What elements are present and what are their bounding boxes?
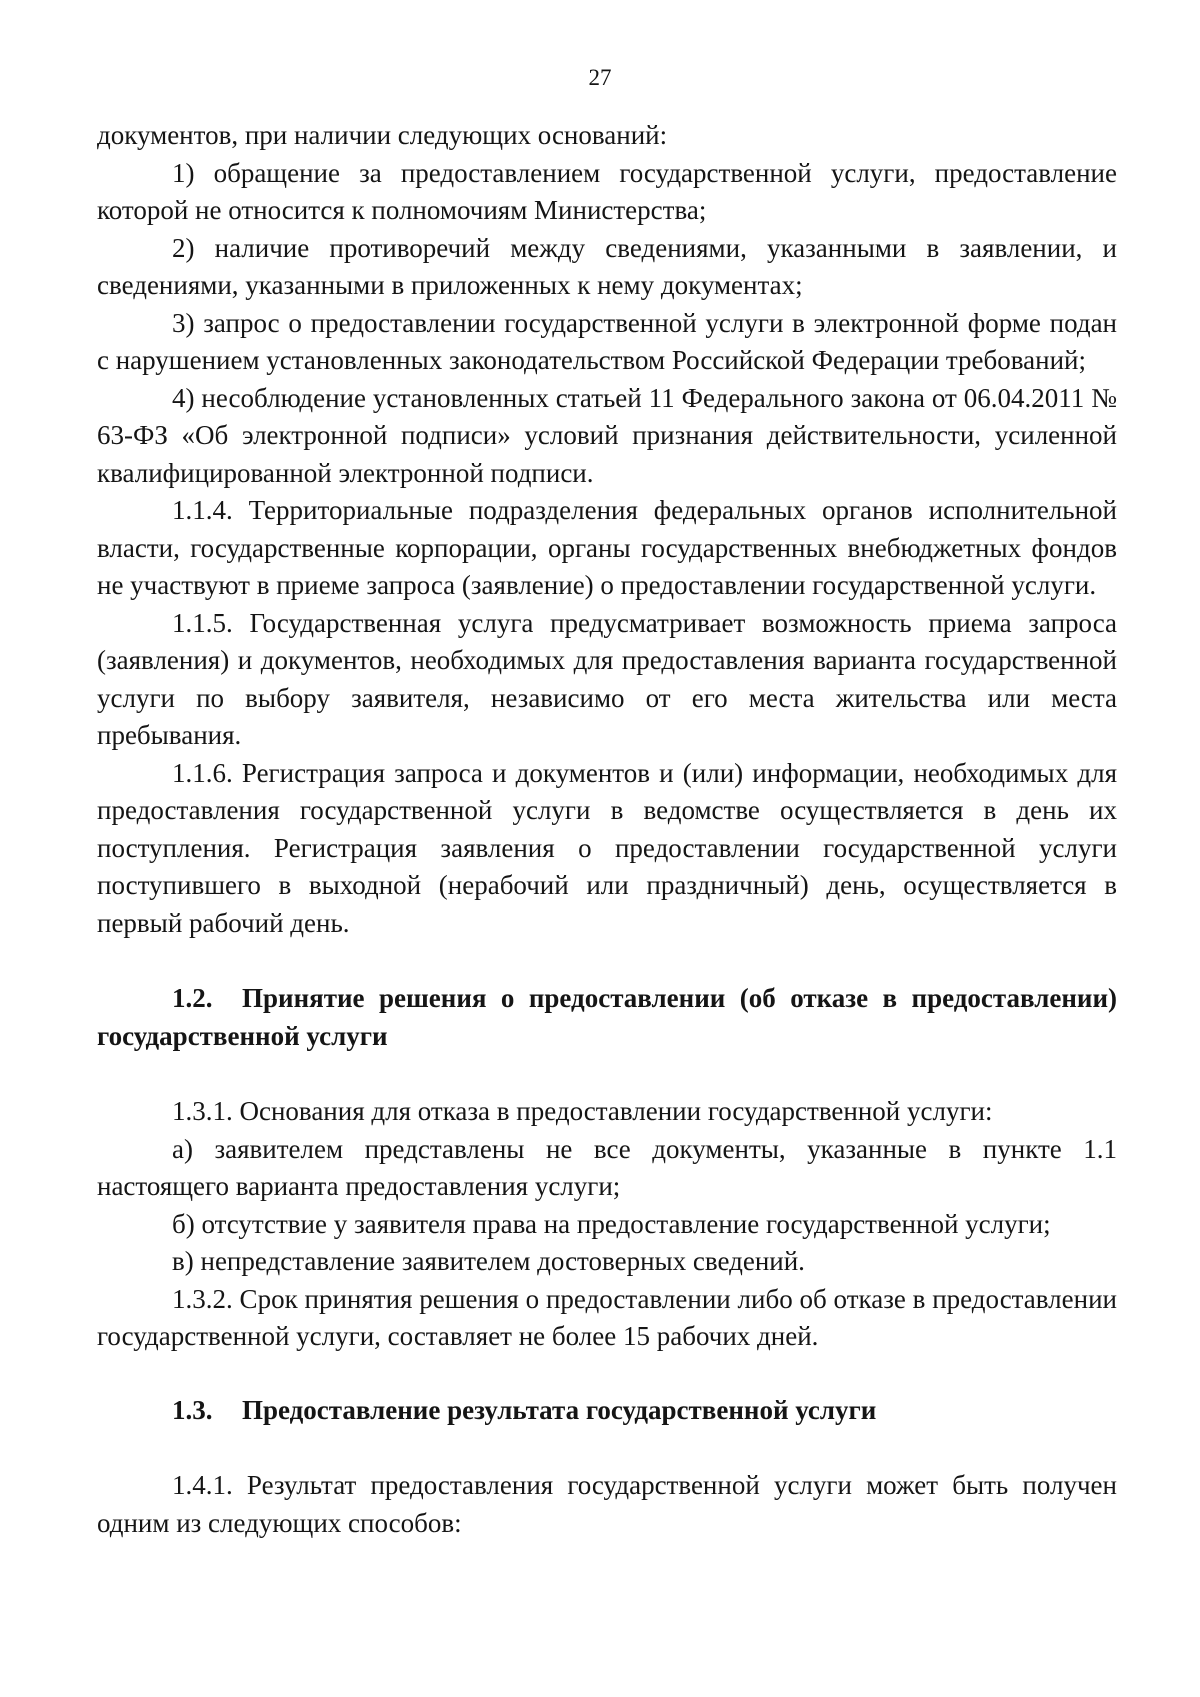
paragraph-1-3-2: 1.3.2. Срок принятия решения о предоставлении либо об отказе в предоставлении государственной услуги, составляет не более 15 рабочих дней.	[97, 1283, 1117, 1351]
section-number: 1.2.	[172, 983, 213, 1013]
paragraph-ground-2: 2) наличие противоречий между сведениями, указанными в заявлении, и сведениями, указанными в приложенных к нему документах;	[97, 232, 1117, 300]
section-heading-1-2	[97, 980, 1117, 1055]
paragraph-refusal-a: а) заявителем представлены не все документы, указанные в пункте 1.1 настоящего варианта предоставления услуги;	[97, 1133, 1117, 1201]
paragraph-refusal-b: б) отсутствие у заявителя права на предоставление государственной услуги;	[172, 1208, 1051, 1239]
spacer	[97, 1429, 1117, 1467]
section-title: Предоставление результата государственной услуги	[242, 1394, 877, 1425]
paragraph-1-4-1: 1.4.1. Результат предоставления государственной услуги может быть получен одним из следующих способов:	[97, 1470, 1117, 1538]
section-heading-1-3	[97, 1392, 1117, 1430]
page-number: 27	[588, 65, 612, 90]
paragraph-refusal-c: в) непредставление заявителем достоверных сведений.	[172, 1246, 805, 1276]
section-number: 1.3.	[172, 1394, 213, 1425]
paragraph-1-1-4: 1.1.4. Территориальные подразделения федеральных органов исполнительной власти, государственные корпорации, органы государственных внебюджетных фондов не участвуют в приеме запроса (заявление) о предоставлении государственной услуги.	[97, 495, 1117, 600]
paragraph-1-1-5: 1.1.5. Государственная услуга предусматривает возможность приема запроса (заявления) и документов, необходимых для предоставления варианта государственной услуги по выбору заявителя, независимо от его места жительства или места пребывания.	[97, 607, 1117, 750]
spacer	[97, 1356, 1117, 1392]
paragraph-ground-3: 3) запрос о предоставлении государственной услуги в электронной форме подан с нарушением установленных законодательством Российской Федерации требований;	[97, 307, 1117, 375]
paragraph-ground-1: 1) обращение за предоставлением государственной услуги, предоставление которой не относится к полномочиям Министерства;	[97, 157, 1117, 225]
paragraph-continuation: документов, при наличии следующих оснований:	[97, 120, 668, 150]
section-title: Принятие решения о предоставлении (об отказе в предоставлении) государственной услуги	[97, 983, 1117, 1051]
paragraph-1-3-1: 1.3.1. Основания для отказа в предоставлении государственной услуги:	[172, 1096, 993, 1126]
paragraph-ground-4: 4) несоблюдение установленных статьей 11 Федерального закона от 06.04.2011 № 63-ФЗ «Об электронной подписи» условий признания действительности, усиленной квалифицированной электронной подписи.	[97, 382, 1117, 488]
spacer	[97, 1055, 1117, 1093]
document-body	[97, 117, 1117, 1542]
paragraph-1-1-6: 1.1.6. Регистрация запроса и документов и (или) информации, необходимых для предоставления государственной услуги в ведомстве осуществляется в день их поступления. Регистрация заявления о предоставлении государственной услуги поступившего в выходной (нерабочий или праздничный) день, осуществляется в первый рабочий день.	[97, 757, 1117, 938]
spacer	[97, 942, 1117, 980]
